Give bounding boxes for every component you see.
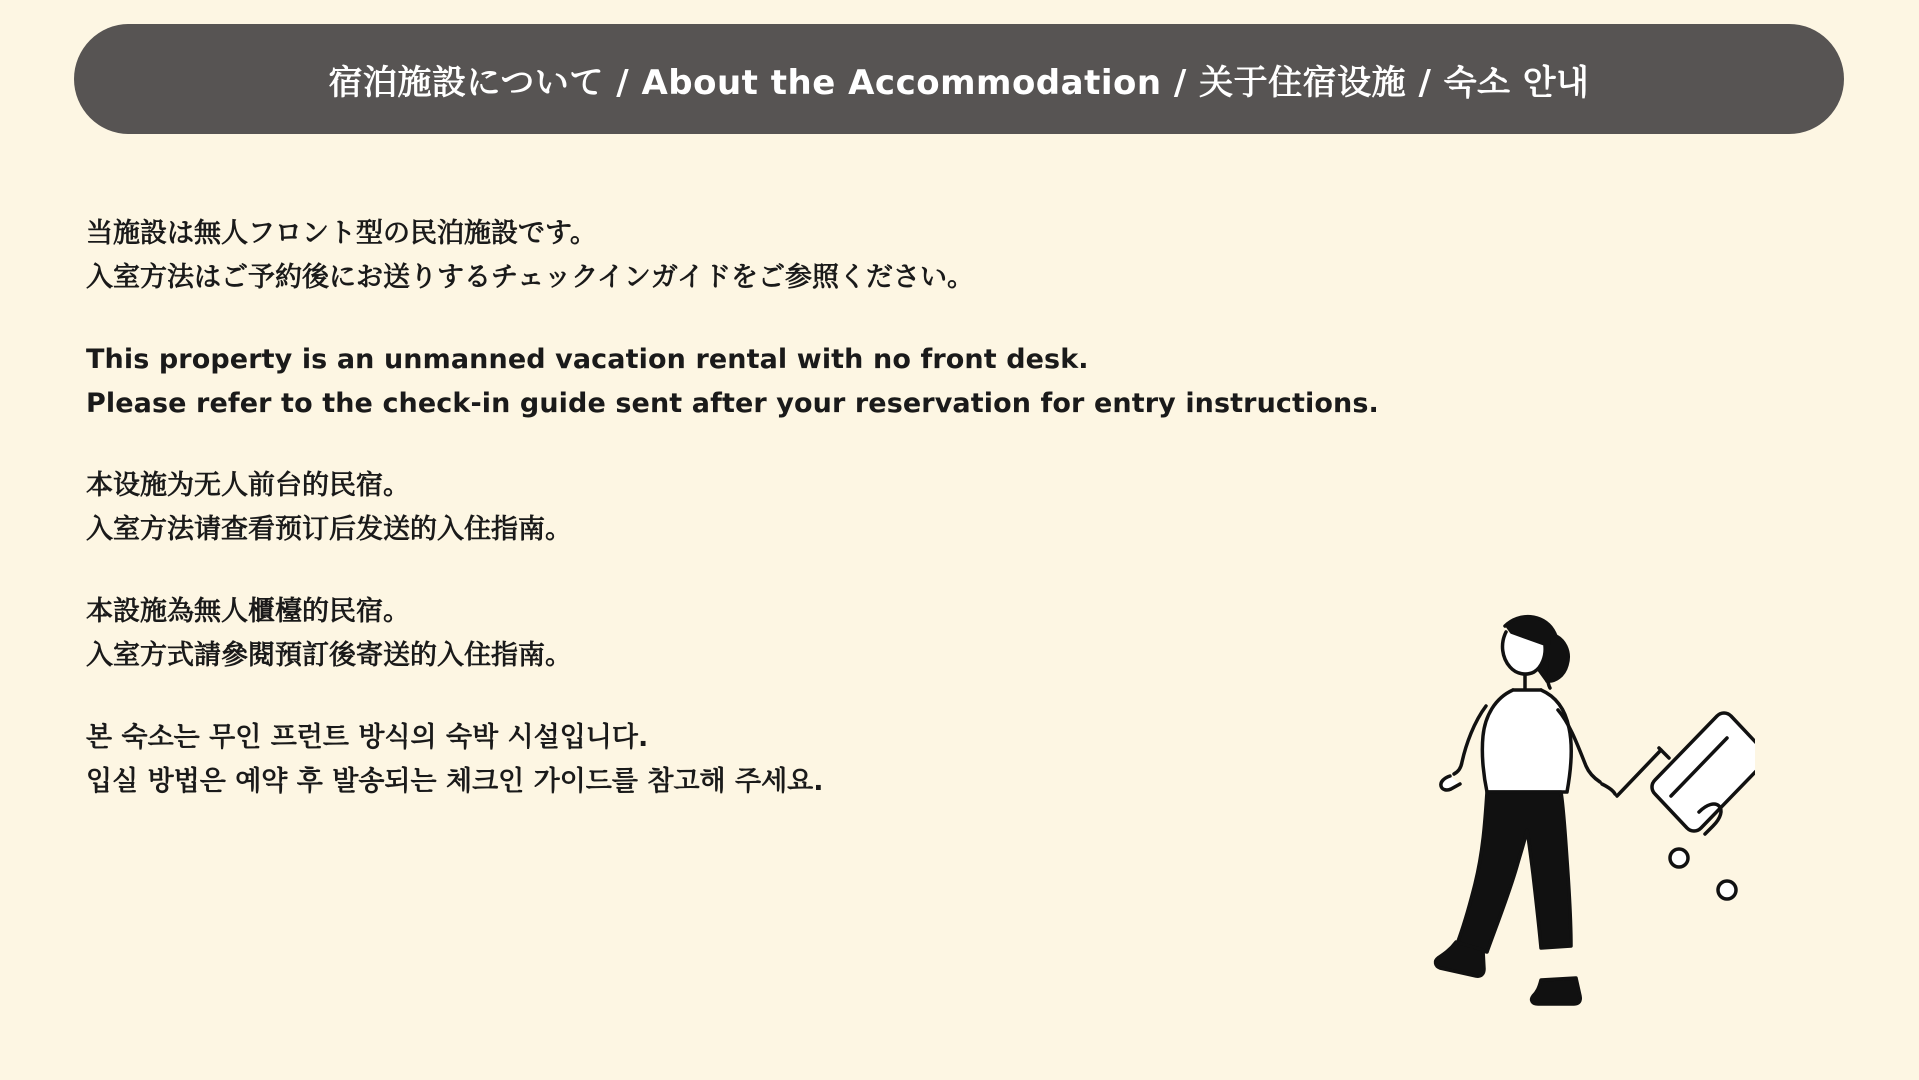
text-line: 입실 방법은 예약 후 발송되는 체크인 가이드를 참고해 주세요. xyxy=(86,766,824,797)
text-line: 入室方法请查看预订后发送的入住指南。 xyxy=(86,514,572,545)
text-line: Please refer to the check-in guide sent after your reservation for entry instructions. xyxy=(86,388,1379,419)
text-line: 本设施为无人前台的民宿。 xyxy=(86,470,410,501)
text-line: 入室方式請參閱預訂後寄送的入住指南。 xyxy=(86,640,572,671)
text-block-ko xyxy=(86,716,1486,804)
text-block-en xyxy=(86,338,1486,426)
page-title: 宿泊施設について / About the Accommodation / 关于住宿设施 / 숙소 안내 xyxy=(328,62,1590,103)
text-block-zh-hans xyxy=(86,464,1486,552)
header-banner xyxy=(74,24,1844,134)
text-block-zh-hant xyxy=(86,590,1486,678)
text-line: 본 숙소는 무인 프런트 방식의 숙박 시설입니다. xyxy=(86,722,649,753)
text-block-ja xyxy=(86,212,1486,300)
text-line: 本設施為無人櫃檯的民宿。 xyxy=(86,596,410,627)
traveler-with-suitcase-illustration xyxy=(1355,590,1755,1010)
text-line: This property is an unmanned vacation rental with no front desk. xyxy=(86,344,1089,375)
body-content xyxy=(86,212,1486,804)
text-line: 入室方法はご予約後にお送りするチェックインガイドをご参照ください。 xyxy=(86,262,975,293)
text-line: 当施設は無人フロント型の民泊施設です。 xyxy=(86,218,597,249)
